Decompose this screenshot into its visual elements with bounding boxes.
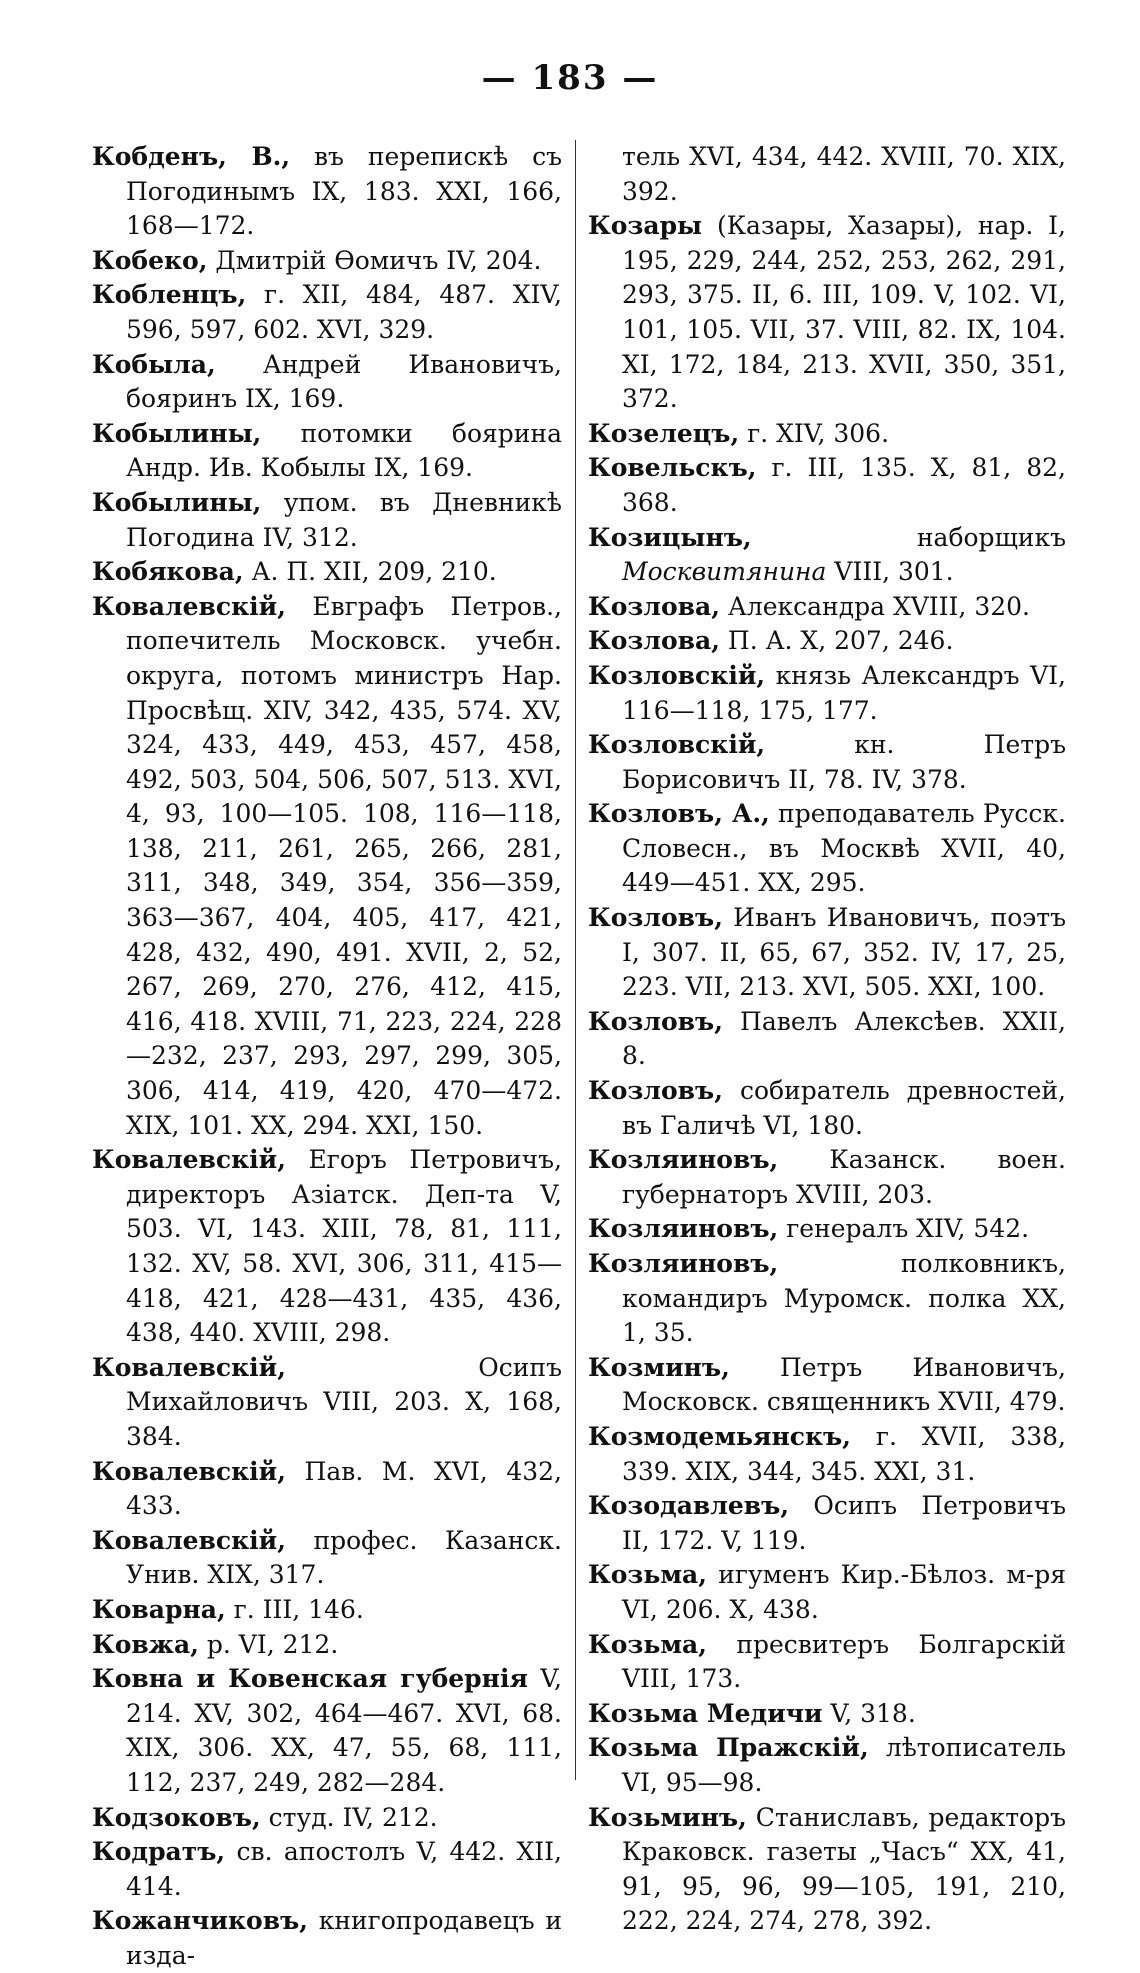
index-entry	[588, 1558, 1066, 1627]
index-entry	[588, 1351, 1066, 1420]
entry-headword: Ковалевскій,	[92, 1145, 286, 1175]
entry-headword: Ковалевскій,	[92, 1456, 286, 1486]
entry-headword: Ковалевскій,	[92, 591, 286, 621]
index-entry	[588, 521, 1066, 590]
entry-references: П. А. X, 207, 246.	[727, 626, 954, 656]
entry-references: г. III, 146.	[233, 1594, 364, 1624]
entry-references: Дмитрій Ѳомичъ IV, 204.	[215, 245, 542, 275]
index-entry	[588, 901, 1066, 1005]
entry-headword: Кобленцъ,	[92, 280, 247, 310]
entry-references: (Казары, Хазары), нар. I, 195, 229, 244, 252, 253, 262, 291, 293, 375. II, 6. III, 109. V, 102. VI, 101, 105. VII, 37. VIII, 82. IX, 104. XI, 172, 184, 213. XVII, 350, 351, 372.	[622, 211, 1066, 414]
entry-headword: Козмодемьянскъ,	[588, 1421, 851, 1451]
entry-headword: Кобыла,	[92, 349, 216, 379]
entry-references: студ. IV, 212.	[268, 1802, 438, 1832]
entry-headword: Кобденъ, В.,	[92, 142, 291, 171]
entry-references: Иванъ Ивановичъ, поэтъ I, 307. II, 65, 67, 352. IV, 17, 25, 223. VII, 213. XVI, 505. XXI, 100.	[622, 903, 1066, 1002]
entry-references: въ перепискѣ съ Погодинымъ IX, 183. XXI, 166, 168—172.	[126, 142, 562, 241]
entry-references: г. XII, 484, 487. XIV, 596, 597, 602. XVI, 329.	[126, 280, 562, 344]
index-entry	[588, 1005, 1066, 1074]
entry-references: генералъ XIV, 542.	[786, 1214, 1030, 1244]
column-divider	[575, 140, 576, 1780]
entry-headword: Кодратъ,	[92, 1837, 226, 1867]
right-column	[588, 140, 1066, 1939]
index-entry	[588, 1489, 1066, 1558]
index-entry	[588, 1628, 1066, 1697]
entry-headword: Козьминъ,	[588, 1802, 747, 1832]
entry-headword: Козляиновъ,	[588, 1249, 779, 1278]
index-entry	[92, 140, 562, 244]
entry-references: V, 318.	[830, 1698, 916, 1728]
entry-references: Александра XVIII, 320.	[727, 591, 1030, 621]
index-entry	[92, 417, 562, 486]
index-entry	[92, 1143, 562, 1351]
entry-references: книгопродавецъ и изда-	[126, 1906, 563, 1970]
entry-references: полковникъ, командиръ Муромск. полка XX, 1, 35.	[622, 1249, 1066, 1348]
entry-headword: Козьма,	[588, 1560, 707, 1590]
entry-references: г. III, 135. X, 81, 82, 368.	[622, 453, 1066, 517]
entry-headword: Кобылины,	[92, 418, 262, 448]
entry-references: лѣтописатель VI, 95—98.	[622, 1733, 1067, 1797]
entry-headword: Козляиновъ,	[588, 1214, 779, 1244]
index-entry	[588, 1247, 1066, 1351]
entry-references: наборщикъ	[916, 522, 1066, 552]
entry-headword: Козьма,	[588, 1629, 707, 1659]
entry-references: упом. въ Дневникѣ Погодина IV, 312.	[126, 487, 562, 552]
entry-headword: Козлова,	[588, 626, 720, 656]
entry-headword: Козлова,	[588, 591, 720, 621]
entry-references: потомки боярина Андр. Ив. Кобылы IX, 169.	[126, 418, 563, 483]
entry-references: г. XVII, 338, 339. XIX, 344, 345. XXI, 31.	[622, 1421, 1067, 1486]
index-entry	[92, 348, 562, 417]
entry-references: V, 214. XV, 302, 464—467. XVI, 68. XIX, 306. XX, 47, 55, 68, 111, 112, 237, 249, 282—284.	[126, 1664, 562, 1797]
entry-headword: Козьма Медичи	[588, 1698, 823, 1728]
entry-references: Казанск. воен. губернаторъ XVIII, 203.	[622, 1145, 1066, 1209]
entry-headword: Кожанчиковъ,	[92, 1906, 308, 1936]
entry-references: преподаватель Русск. Словесн., въ Москвѣ XVII, 40, 449—451. XX, 295.	[622, 799, 1067, 898]
entry-headword: Кодзоковъ,	[92, 1802, 261, 1832]
continued-entry: тель XVI, 434, 442. XVIII, 70. XIX, 392.	[622, 142, 1066, 206]
index-entry	[92, 555, 562, 590]
index-entry	[92, 1593, 562, 1628]
entry-references: Осипъ Михайловичъ VIII, 203. X, 168, 384.	[126, 1352, 562, 1451]
entry-headword: Козляиновъ,	[588, 1145, 779, 1175]
entry-references: Осипъ Петровичъ II, 172. V, 119.	[622, 1491, 1066, 1555]
index-entry	[92, 1801, 562, 1836]
entry-references: Пав. М. XVI, 432, 433.	[126, 1456, 563, 1521]
entry-references: кн. Петръ Борисовичъ II, 78. IV, 378.	[622, 730, 1066, 794]
index-entry	[588, 659, 1066, 728]
index-entry	[92, 244, 562, 279]
left-column	[92, 140, 562, 1973]
entry-headword: Козицынъ,	[588, 522, 752, 552]
entry-references: пресвитеръ Болгарскій VIII, 173.	[622, 1629, 1067, 1694]
entry-headword: Ковна и Ковенская губернія	[92, 1664, 528, 1694]
index-entry	[92, 1662, 562, 1800]
index-entry	[92, 1628, 562, 1663]
entry-italic-title: Москвитянина	[622, 557, 827, 587]
index-entry	[588, 417, 1066, 452]
entry-references: г. XIV, 306.	[747, 418, 890, 448]
entry-headword: Кобякова,	[92, 557, 244, 587]
entry-headword: Козары	[588, 211, 703, 241]
entry-headword: Ковалевскій,	[92, 1352, 286, 1382]
entry-references: св. апостолъ V, 442. XII, 414.	[126, 1837, 563, 1901]
index-entry	[588, 624, 1066, 659]
entry-references: р. VI, 212.	[206, 1629, 339, 1659]
entry-references: Станиславъ, редакторъ Краковск. газеты „Часъ“ XX, 41, 91, 95, 96, 99—105, 191, 210, 222, 224, 274, 278, 392.	[622, 1802, 1066, 1936]
entry-headword: Козловъ,	[588, 1006, 723, 1036]
entry-headword: Козловъ, А.,	[588, 799, 770, 829]
entry-headword: Козловскій,	[588, 730, 766, 760]
entry-references: игуменъ Кир.-Бѣлоз. м-ря VI, 206. X, 438.	[622, 1560, 1066, 1624]
index-entry	[588, 1731, 1066, 1800]
entry-headword: Козловъ,	[588, 1076, 723, 1106]
entry-references: А. П. XII, 209, 210.	[251, 557, 497, 587]
entry-headword: Ковжа,	[92, 1629, 199, 1659]
entry-references: собиратель древностей, въ Галичѣ VI, 180.	[622, 1076, 1066, 1140]
entry-headword: Козловскій,	[588, 660, 766, 690]
index-entry	[588, 590, 1066, 625]
entry-references: Евграфъ Петров., попечитель Московск. учебн. округа, потомъ министръ Нар. Просвѣщ. XIV, 342, 435, 574. XV, 324, 433, 449, 453, 457, 458, 492, 503, 504, 506, 507, 513. XVI, 4, 93, 100—105. 108, 116—118, 138, 211, 261, 265, 266, 281, 311, 348, 349, 354, 356—359, 363—367, 404, 405, 417, 421, 428, 432, 490, 491. XVII, 2, 52, 267, 269, 270, 276, 412, 415, 416, 418. XVIII, 71, 223, 224, 228—232, 237, 293, 297, 299, 305, 306, 414, 419, 420, 470—472. XIX, 101. XX, 294. XXI, 150.	[126, 591, 563, 1140]
index-entry	[588, 1074, 1066, 1143]
entry-references: VIII, 301.	[834, 557, 954, 587]
index-entry	[92, 1455, 562, 1524]
entry-headword: Кобылины,	[92, 487, 262, 517]
entry-headword: Козминъ,	[588, 1352, 730, 1382]
index-entry	[588, 1143, 1066, 1212]
index-entry	[588, 209, 1066, 417]
entry-headword: Коварна,	[92, 1594, 226, 1624]
index-entry	[588, 728, 1066, 797]
index-entry	[588, 451, 1066, 520]
entry-references: Андрей Ивановичъ, бояринъ IX, 169.	[126, 349, 562, 414]
entry-references: Петръ Ивановичъ, Московск. священникъ XVII, 479.	[622, 1352, 1066, 1417]
index-entry	[92, 590, 562, 1144]
entry-references: Павелъ Алексѣев. XXII, 8.	[622, 1006, 1066, 1071]
entry-headword: Кобеко,	[92, 245, 208, 275]
entry-headword: Козьма Пражскій,	[588, 1733, 869, 1763]
entry-headword: Козелецъ,	[588, 418, 740, 448]
entry-headword: Козодавлевъ,	[588, 1491, 790, 1521]
index-entry	[92, 486, 562, 555]
index-entry	[588, 1801, 1066, 1939]
index-entry	[92, 1351, 562, 1455]
index-entry	[588, 1697, 1066, 1732]
index-entry	[588, 797, 1066, 901]
entry-references: князь Александръ VI, 116—118, 175, 177.	[622, 660, 1066, 725]
entry-references: Егоръ Петровичъ, директоръ Азіатск. Деп-та V, 503. VI, 143. XIII, 78, 81, 111, 132. XV, 58. XVI, 306, 311, 415—418, 421, 428—431, 435, 436, 438, 440. XVIII, 298.	[126, 1145, 563, 1348]
entry-references: профес. Казанск. Унив. XIX, 317.	[126, 1525, 562, 1590]
index-entry	[92, 1835, 562, 1904]
index-entry	[588, 1420, 1066, 1489]
entry-headword: Козловъ,	[588, 903, 723, 933]
index-entry	[92, 278, 562, 347]
entry-headword: Ковельскъ,	[588, 453, 757, 483]
index-entry	[92, 1524, 562, 1593]
entry-headword: Ковалевскій,	[92, 1525, 286, 1555]
page-number: — 183 —	[481, 58, 659, 98]
index-entry	[588, 1212, 1066, 1247]
